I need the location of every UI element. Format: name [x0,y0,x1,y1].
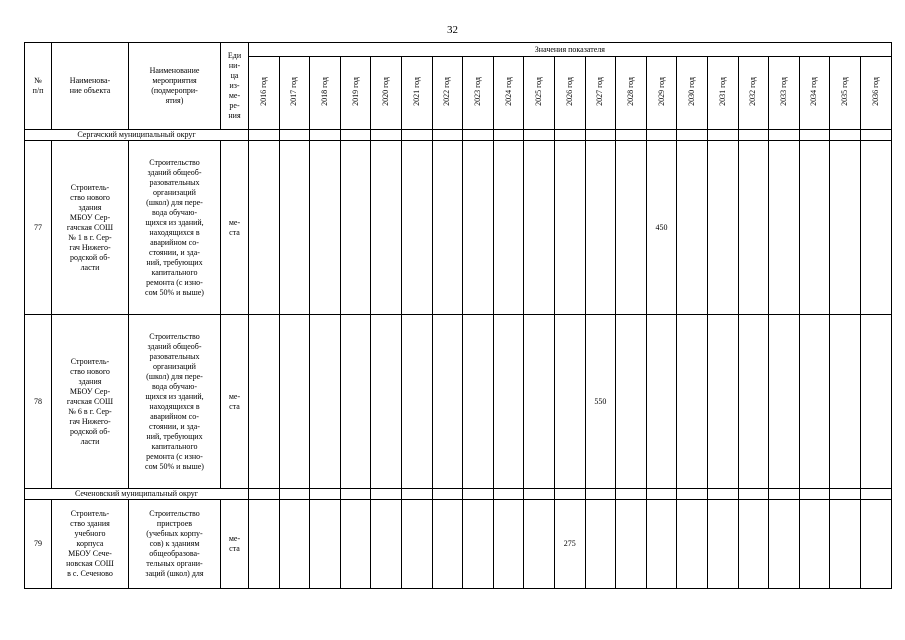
year-header-18 [799,57,830,130]
value-cell: 550 [585,315,616,489]
value-cell [493,141,524,315]
year-label: 2027 год [595,77,605,106]
section-empty-cell [830,489,861,500]
year-header-7 [463,57,494,130]
year-label: 2021 год [411,77,421,106]
section-empty-cell [769,130,800,141]
value-cell [432,500,463,589]
year-header-15 [707,57,738,130]
section-title: Сеченовский муниципальный округ [25,489,249,500]
value-cell [524,141,555,315]
value-cell [585,500,616,589]
year-header-11 [585,57,616,130]
value-cell [677,315,708,489]
value-cell [493,315,524,489]
value-cell [432,141,463,315]
section-empty-cell [371,489,402,500]
value-cell [249,315,280,489]
value-cell [340,315,371,489]
year-header-5 [401,57,432,130]
section-empty-cell [707,130,738,141]
value-cell [524,500,555,589]
year-label: 2016 год [258,77,268,106]
row-measure: Строительство пристроев (учебных корпу- сов) к зданиям общеобразова- тельных органи- заций (школ) для [129,500,221,589]
year-header-0 [249,57,280,130]
value-cell [554,141,585,315]
section-empty-cell [401,130,432,141]
value-cell [769,500,800,589]
value-cell [860,141,891,315]
year-header-2 [310,57,341,130]
indicator-table [24,42,892,589]
section-empty-cell [646,489,677,500]
value-cell [738,315,769,489]
year-label: 2033 год [778,77,788,106]
section-empty-cell [279,130,310,141]
table-row [25,141,892,315]
value-cell [738,500,769,589]
table-row [25,500,892,589]
year-label: 2031 год [717,77,727,106]
section-row [25,489,892,500]
value-cell [463,500,494,589]
section-empty-cell [524,489,555,500]
value-cell [830,141,861,315]
year-header-17 [769,57,800,130]
value-cell [646,315,677,489]
value-cell [707,141,738,315]
year-header-20 [860,57,891,130]
section-title: Сергачский муниципальный округ [25,130,249,141]
section-empty-cell [493,130,524,141]
section-empty-cell [432,489,463,500]
year-header-12 [616,57,647,130]
value-cell [646,500,677,589]
section-empty-cell [401,489,432,500]
value-cell [830,315,861,489]
year-label: 2022 год [442,77,452,106]
year-label: 2030 год [687,77,697,106]
year-label: 2018 год [319,77,329,106]
section-empty-cell [860,489,891,500]
year-header-6 [432,57,463,130]
section-empty-cell [463,130,494,141]
value-cell [738,141,769,315]
year-label: 2032 год [748,77,758,106]
year-label: 2026 год [564,77,574,106]
header-measure: Наименование мероприятия (подмеропри- ятия) [129,43,221,130]
value-cell [707,500,738,589]
year-header-3 [340,57,371,130]
section-empty-cell [371,130,402,141]
value-cell [371,141,402,315]
row-object: Строитель- ство нового здания МБОУ Сер- гачская СОШ № 6 в г. Сер- гач Нижего- родской об- ласти [52,315,129,489]
value-cell [524,315,555,489]
section-row [25,130,892,141]
value-cell [769,141,800,315]
value-cell [340,500,371,589]
section-empty-cell [585,489,616,500]
value-cell [616,500,647,589]
value-cell [707,315,738,489]
year-header-13 [646,57,677,130]
row-object: Строитель- ство здания учебного корпуса МБОУ Сече- новская СОШ в с. Сеченово [52,500,129,589]
value-cell [493,500,524,589]
section-empty-cell [616,489,647,500]
value-cell [432,315,463,489]
year-header-10 [554,57,585,130]
section-empty-cell [769,489,800,500]
row-unit: ме- ста [221,141,249,315]
value-cell: 275 [554,500,585,589]
row-measure: Строительство зданий общеоб- разовательных организаций (школ) для пере- вода обучаю- щихся из зданий, находящихся в аварийном со- стоянии, и зда- ний, требующих капитального ремонта (с изно- сом 50% и выше) [129,141,221,315]
section-empty-cell [279,489,310,500]
value-cell [830,500,861,589]
section-empty-cell [707,489,738,500]
row-object: Строитель- ство нового здания МБОУ Сер- гачская СОШ № 1 в г. Сер- гач Нижего- родской об- ласти [52,141,129,315]
value-cell [799,500,830,589]
year-label: 2029 год [656,77,666,106]
value-cell [401,500,432,589]
year-label: 2020 год [381,77,391,106]
row-num: 79 [25,500,52,589]
page-number: 32 [447,24,458,36]
value-cell [677,141,708,315]
section-empty-cell [799,489,830,500]
value-cell [769,315,800,489]
value-cell [310,315,341,489]
value-cell [860,500,891,589]
value-cell [249,141,280,315]
section-empty-cell [860,130,891,141]
value-cell [279,500,310,589]
year-label: 2025 год [534,77,544,106]
header-object: Наименова- ние объекта [52,43,129,130]
value-cell [249,500,280,589]
section-empty-cell [646,130,677,141]
section-empty-cell [340,489,371,500]
section-empty-cell [524,130,555,141]
header-values-group: Значения показателя [249,43,892,57]
value-cell [799,141,830,315]
value-cell [371,315,402,489]
section-empty-cell [738,489,769,500]
section-empty-cell [677,489,708,500]
value-cell [371,500,402,589]
value-cell: 450 [646,141,677,315]
section-empty-cell [493,489,524,500]
row-measure: Строительство зданий общеоб- разовательных организаций (школ) для пере- вода обучаю- щихся из зданий, находящихся в аварийном со- стоянии, и зда- ний, требующих капитального ремонта (с изно- сом 50% и выше) [129,315,221,489]
value-cell [554,315,585,489]
year-label: 2019 год [350,77,360,106]
year-header-4 [371,57,402,130]
section-empty-cell [463,489,494,500]
row-num: 78 [25,315,52,489]
section-empty-cell [554,130,585,141]
value-cell [616,315,647,489]
section-empty-cell [799,130,830,141]
section-empty-cell [249,130,280,141]
year-label: 2035 год [840,77,850,106]
year-label: 2017 год [289,77,299,106]
value-cell [310,141,341,315]
section-empty-cell [310,489,341,500]
value-cell [401,141,432,315]
table-row [25,315,892,489]
value-cell [279,141,310,315]
value-cell [799,315,830,489]
value-cell [310,500,341,589]
section-empty-cell [249,489,280,500]
section-empty-cell [310,130,341,141]
year-header-9 [524,57,555,130]
value-cell [677,500,708,589]
year-label: 2036 год [870,77,880,106]
section-empty-cell [554,489,585,500]
header-unit: Еди ни- ца из- ме- ре- ния [221,43,249,130]
value-cell [585,141,616,315]
header-num: № п/п [25,43,52,130]
section-empty-cell [677,130,708,141]
year-header-8 [493,57,524,130]
value-cell [401,315,432,489]
year-label: 2023 год [472,77,482,106]
year-header-14 [677,57,708,130]
row-unit: ме- ста [221,315,249,489]
section-empty-cell [585,130,616,141]
table-body [25,130,892,589]
value-cell [463,315,494,489]
section-empty-cell [340,130,371,141]
year-label: 2034 год [809,77,819,106]
row-num: 77 [25,141,52,315]
year-label: 2028 год [625,77,635,106]
section-empty-cell [432,130,463,141]
section-empty-cell [738,130,769,141]
section-empty-cell [616,130,647,141]
value-cell [463,141,494,315]
year-header-19 [830,57,861,130]
value-cell [279,315,310,489]
year-header-1 [279,57,310,130]
year-header-16 [738,57,769,130]
value-cell [860,315,891,489]
value-cell [616,141,647,315]
year-label: 2024 год [503,77,513,106]
value-cell [340,141,371,315]
row-unit: ме- ста [221,500,249,589]
section-empty-cell [830,130,861,141]
